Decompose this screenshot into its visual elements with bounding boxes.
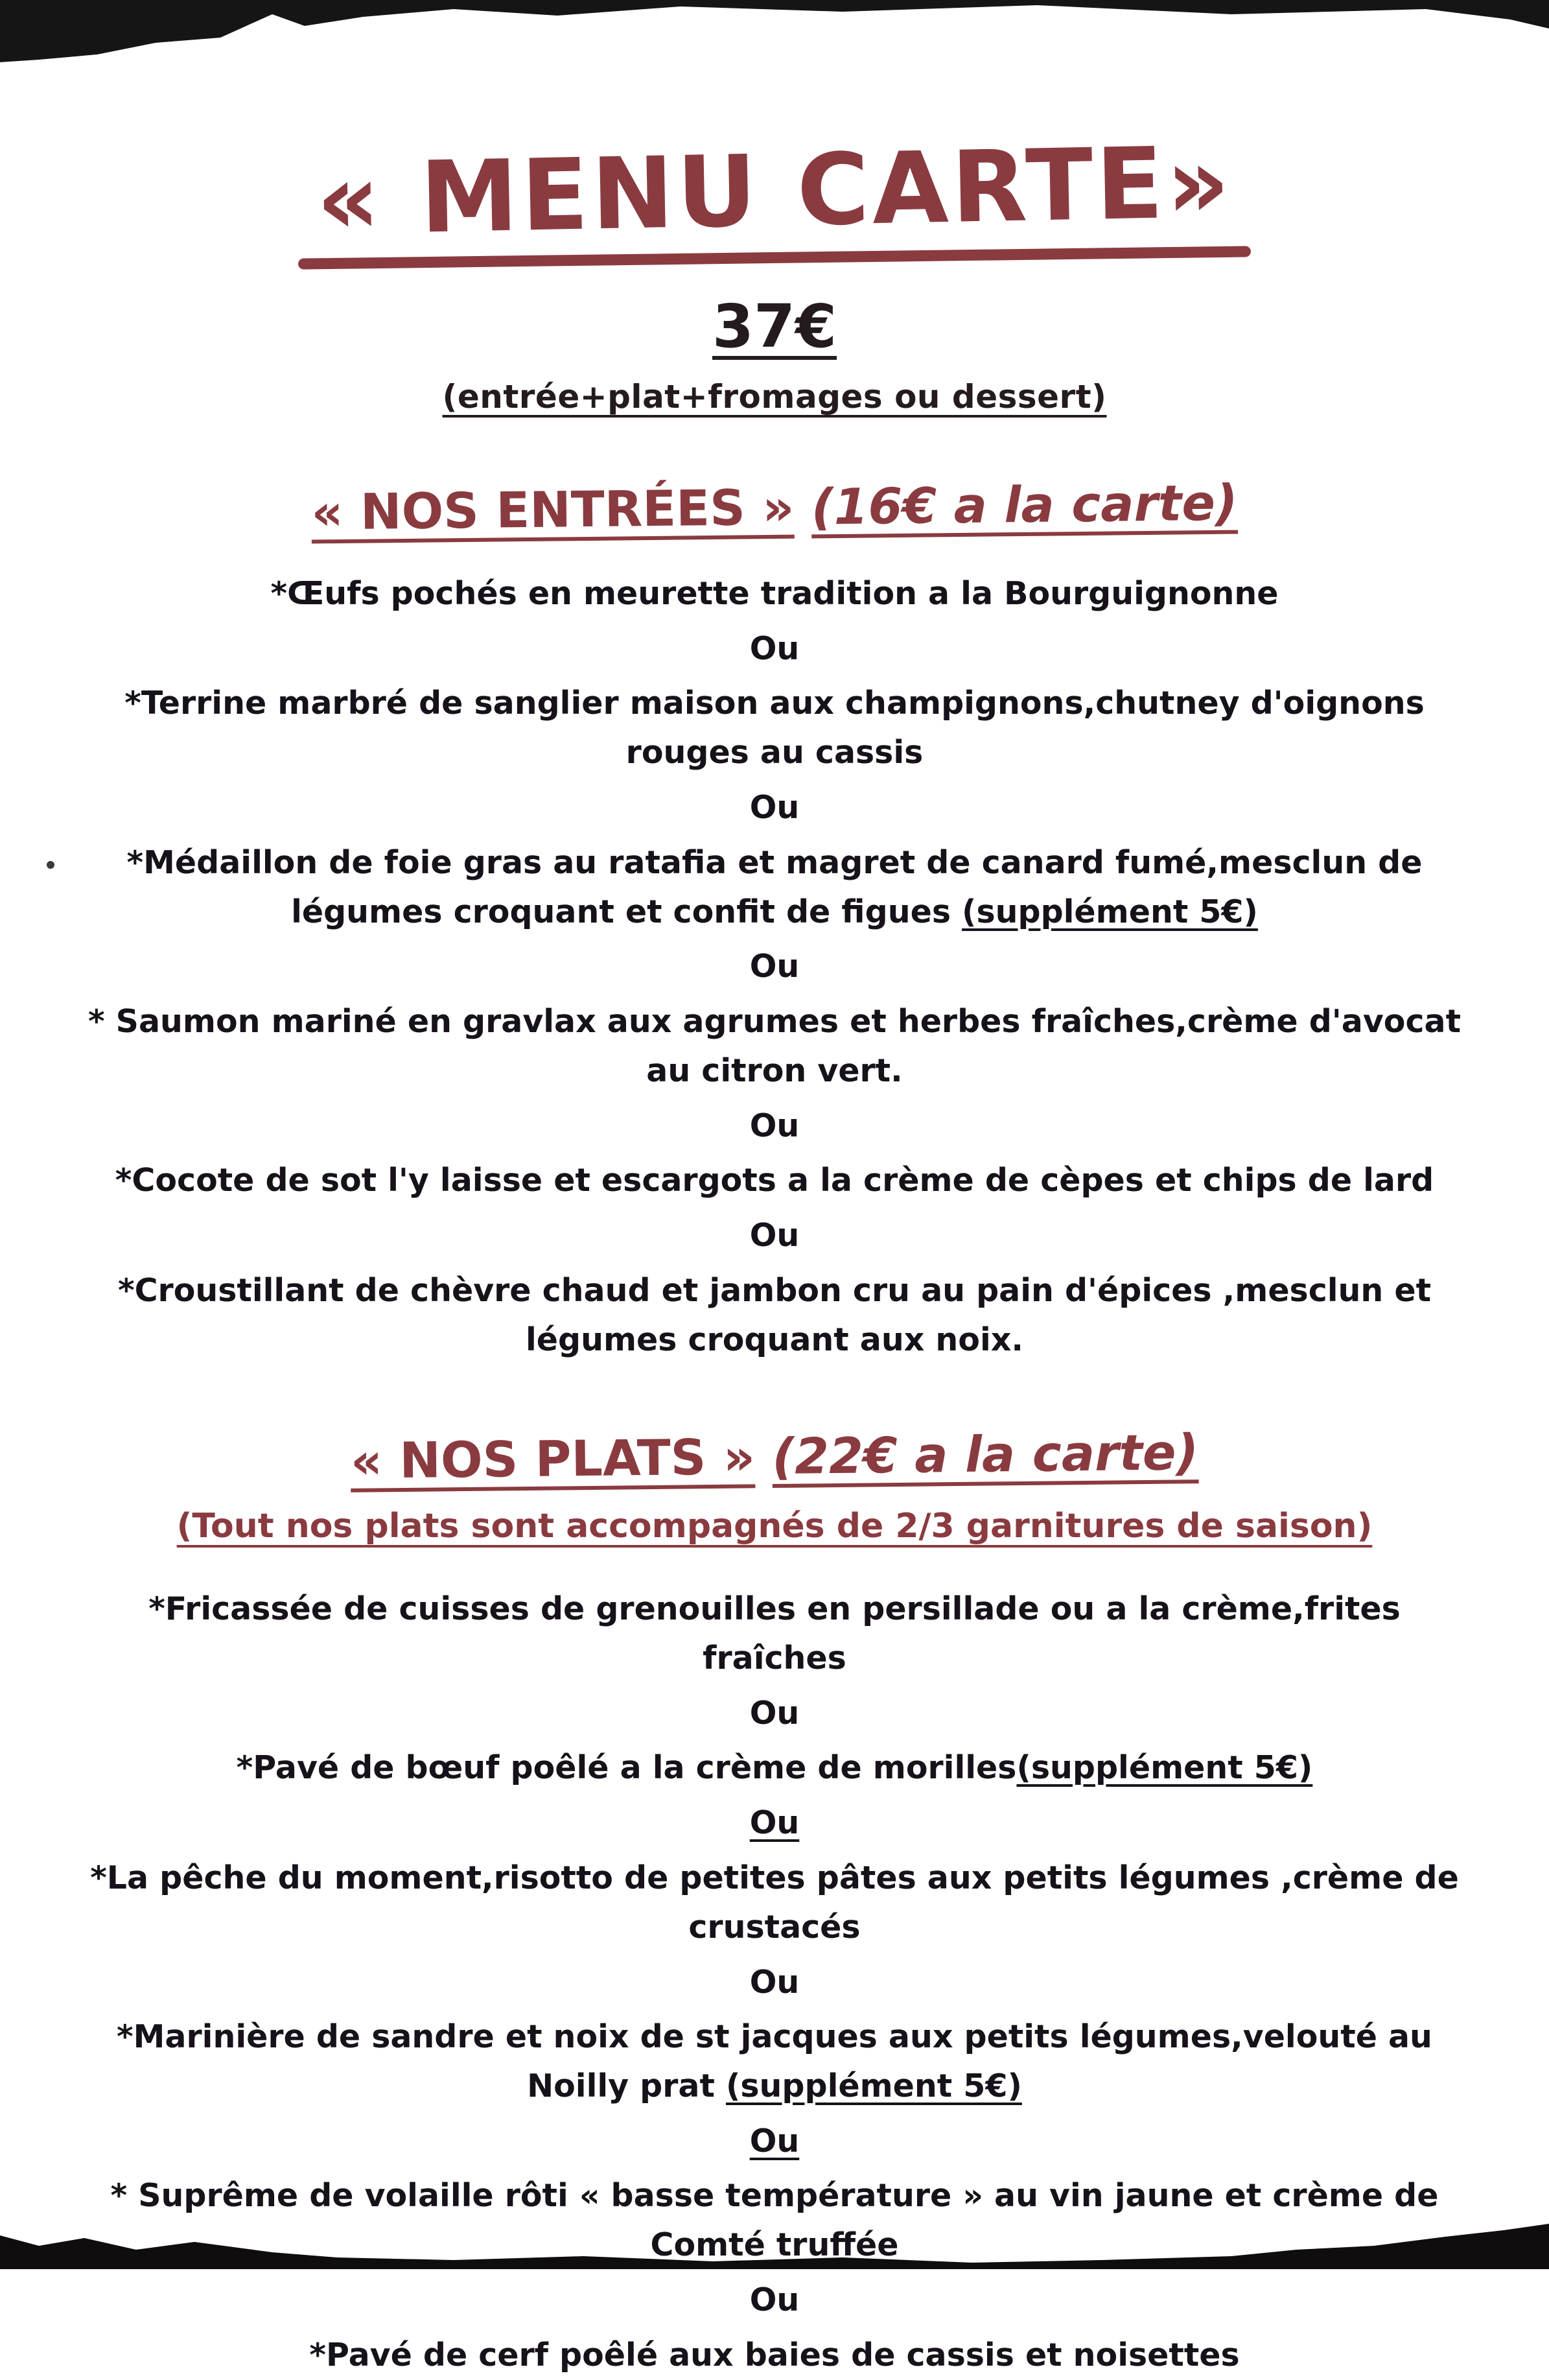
dish-text: *La pêche du moment,risotto de petites pâtes aux petits légumes ,crème de crustacés [90, 1859, 1459, 1946]
section-plats-heading [0, 1419, 1549, 1494]
dish-supplement: (supplément 5€) [725, 2067, 1022, 2104]
dish-text: *Fricassée de cuisses de grenouilles en persillade ou a la crème,frites fraîches [148, 1590, 1401, 1677]
section-plats-title: « NOS PLATS » [350, 1427, 756, 1490]
ou-separator: Ou [749, 789, 800, 827]
dish-fricassee-grenouilles [75, 1585, 1474, 1683]
dish-peche-du-moment [75, 1854, 1474, 1952]
dish-text: *Cocote de sot l'y laisse et escargots a la crème de cèpes et chips de lard [115, 1162, 1434, 1199]
dish-terrine-sanglier [75, 679, 1474, 777]
ou-separator-underlined: Ou [749, 1804, 800, 1842]
dish-text: *Œufs pochés en meurette tradition a la Bourguignonne [270, 574, 1279, 612]
scan-artifact-dot [47, 861, 54, 869]
dish-supplement: (supplément 5€) [962, 893, 1258, 930]
dish-text: *Pavé de cerf poêlé aux baies de cassis et noisettes [309, 2336, 1240, 2374]
section-entrees-price: (16€ a la carte) [811, 473, 1239, 536]
ou-separator: Ou [749, 1694, 800, 1732]
dish-cocote-sot-ly-laisse [75, 1156, 1474, 1205]
section-entrees-title: « NOS ENTRÉES » [310, 478, 795, 541]
ou-separator: Ou [749, 948, 800, 985]
dish-supplement: (supplément 5€) [1016, 1749, 1313, 1787]
section-plats-price: (22€ a la carte) [771, 1422, 1199, 1485]
dish-text: *Médaillon de foie gras au ratafia et magret de canard fumé,mesclun de légumes croquant et confit de figues [126, 843, 1423, 930]
menu-header [0, 0, 1549, 416]
menu-title: « MENU CARTE» [315, 124, 1234, 257]
dish-saumon-gravlax [75, 997, 1474, 1096]
ou-separator: Ou [749, 1963, 800, 2001]
menu-price: 37€ [712, 291, 837, 361]
dish-text: * Saumon mariné en gravlax aux agrumes et herbes fraîches,crème d'avocat au citron vert. [87, 1002, 1461, 1089]
dish-medaillon-foie-gras [75, 838, 1474, 937]
dish-text: * Suprême de volaille rôti « basse température » au vin jaune et crème de Comté truffée [110, 2177, 1439, 2264]
section-plats-note: (Tout nos plats sont accompagnés de 2/3 garnitures de saison) [176, 1506, 1373, 1546]
dish-text: *Croustillant de chèvre chaud et jambon cru au pain d'épices ,mesclun et légumes croquant aux noix. [117, 1271, 1432, 1358]
ou-separator-underlined: Ou [749, 2122, 800, 2160]
dish-text: *Marinière de sandre et noix de st jacques aux petits légumes,velouté au Noilly prat [117, 2018, 1432, 2104]
ou-separator: Ou [749, 2281, 800, 2319]
ou-separator: Ou [749, 1107, 800, 1144]
dish-croustillant-chevre [75, 1266, 1474, 1365]
section-entrees [0, 473, 1549, 1365]
ou-separator: Ou [749, 630, 800, 667]
ou-separator: Ou [749, 1217, 800, 1255]
menu-formula: (entrée+plat+fromages ou dessert) [442, 377, 1107, 416]
dish-text: *Pavé de bœuf poêlé a la crème de morilles [236, 1749, 1017, 1787]
dish-mariniere-sandre [75, 2012, 1474, 2111]
dish-oeufs-poches [75, 569, 1474, 619]
dish-pave-cerf [75, 2331, 1474, 2380]
section-plats [0, 1422, 1549, 2380]
dish-pave-boeuf [75, 1743, 1474, 1793]
section-entrees-heading [0, 469, 1549, 545]
dish-text: *Terrine marbré de sanglier maison aux champignons,chutney d'oignons rouges au cassis [124, 685, 1425, 772]
